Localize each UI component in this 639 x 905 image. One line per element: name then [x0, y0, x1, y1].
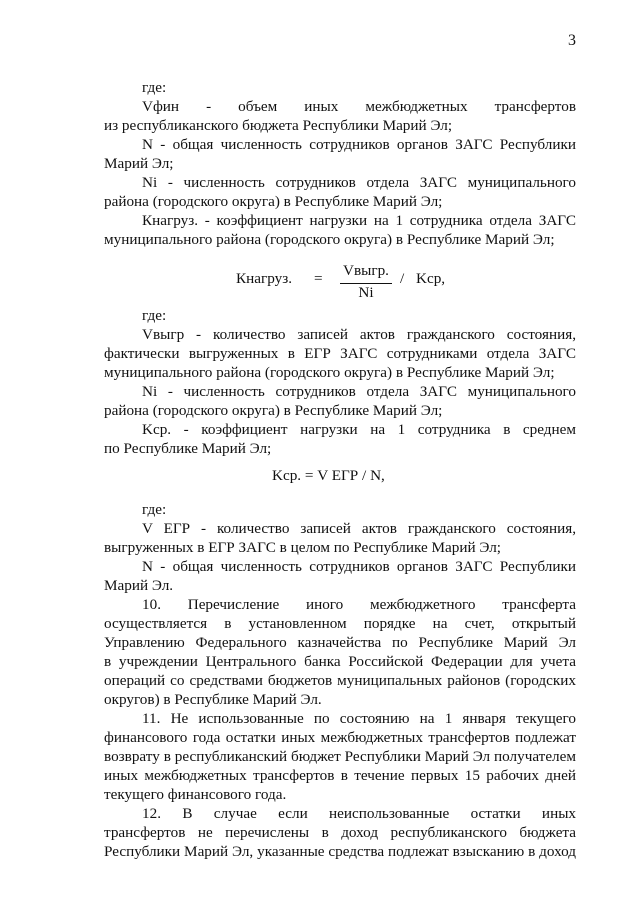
text-line: района (городского округа) в Республике Марий Эл;	[104, 402, 443, 419]
text-line: финансового года остатки иных межбюджетных трансфертов подлежат	[104, 729, 576, 746]
text-line: N - общая численность сотрудников органов ЗАГС Республики	[142, 136, 576, 153]
formula-load-coefficient	[236, 262, 456, 302]
formula-numerator: Vвыгр.	[343, 262, 389, 279]
text-line: Ni - численность сотрудников отдела ЗАГС муниципального	[142, 383, 576, 400]
text-line: иных межбюджетных трансфертов в течение первых 15 рабочих дней	[104, 767, 576, 784]
formula-average-coefficient: Kср. = V ЕГР / N,	[272, 467, 385, 484]
text-line: Vфин - объем иных межбюджетных трансфертов	[142, 98, 576, 115]
text-line: 12. В случае если неиспользованные остатки иных	[142, 805, 576, 822]
text-line: Республики Марий Эл, указанные средства подлежат взысканию в доход	[104, 843, 576, 860]
formula-operator: /	[400, 270, 405, 287]
text-line: муниципального района (городского округа) в Республике Марий Эл;	[104, 231, 555, 248]
text-line: N - общая численность сотрудников органов ЗАГС Республики	[142, 558, 576, 575]
formula-equals: =	[314, 270, 323, 287]
text-line: операций со средствами бюджетов муниципальных районов (городских	[104, 672, 576, 689]
text-line: Марий Эл.	[104, 577, 174, 594]
text-line: Kср. - коэффициент нагрузки на 1 сотрудника в среднем	[142, 421, 576, 438]
text-line: Vвыгр - количество записей актов гражданского состояния,	[142, 326, 576, 343]
text-line: трансфертов не перечислены в доход республиканского бюджета	[104, 824, 576, 841]
text-line: осуществляется в установленном порядке на счет, открытый	[104, 615, 576, 632]
text-line: муниципального района (городского округа) в Республике Марий Эл;	[104, 364, 555, 381]
text-line: 10. Перечисление иного межбюджетного трансферта	[142, 596, 576, 613]
text-line: 11. Не использованные по состоянию на 1 января текущего	[142, 710, 576, 727]
formula-rhs: Kср,	[416, 270, 446, 287]
text-line: из республиканского бюджета Республики Марий Эл;	[104, 117, 453, 134]
text-line: где:	[142, 79, 167, 96]
text-line: округов) в Республике Марий Эл.	[104, 691, 322, 708]
formula-lhs: Кнагруз.	[236, 270, 293, 287]
text-line: по Республике Марий Эл;	[104, 440, 272, 457]
text-line: V ЕГР - количество записей актов гражданского состояния,	[142, 520, 576, 537]
formula-denominator: Ni	[358, 284, 374, 301]
text-line: района (городского округа) в Республике Марий Эл;	[104, 193, 443, 210]
text-line: текущего финансового года.	[104, 786, 287, 803]
text-line: где:	[142, 501, 167, 518]
text-line: Ni - численность сотрудников отдела ЗАГС муниципального	[142, 174, 576, 191]
text-line: Марий Эл;	[104, 155, 174, 172]
text-line: Кнагруз. - коэффициент нагрузки на 1 сотрудника отдела ЗАГС	[142, 212, 576, 229]
text-line: выгруженных в ЕГР ЗАГС в целом по Республике Марий Эл;	[104, 539, 502, 556]
page-number: 3	[568, 32, 576, 49]
text-line: фактически выгруженных в ЕГР ЗАГС сотрудниками отдела ЗАГС	[104, 345, 576, 362]
text-line: Управлению Федерального казначейства по Республике Марий Эл	[104, 634, 576, 651]
text-line: где:	[142, 307, 167, 324]
text-line: возврату в республиканский бюджет Республики Марий Эл получателем	[104, 748, 576, 765]
text-line: в учреждении Центрального банка Российской Федерации для учета	[104, 653, 576, 670]
